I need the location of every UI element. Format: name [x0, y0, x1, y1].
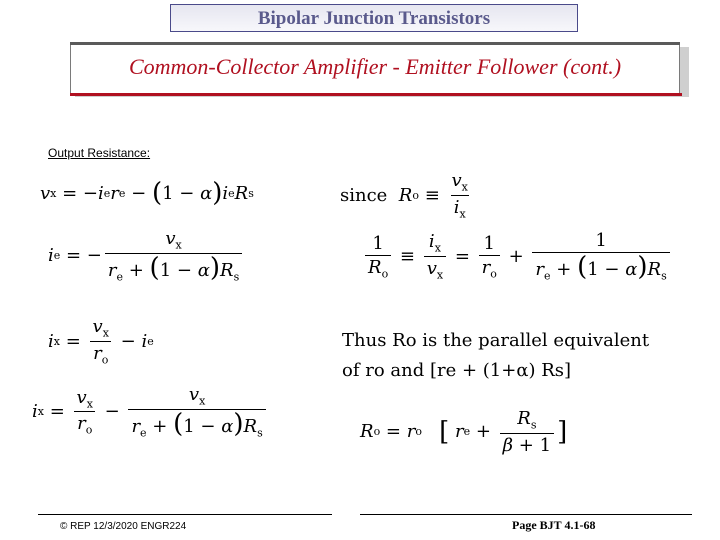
thus-line-1: Thus Ro is the parallel equivalent: [342, 330, 650, 351]
slide-subtitle: Common-Collector Amplifier - Emitter Follower (cont.): [128, 54, 622, 79]
equation-ix-expanded: i x = $\frac{v_x}{r_o}$ − $\frac{v_x}{r_e + (1 - \alpha)R_s}$: [32, 384, 269, 439]
equation-since: since R o ≡ $\frac{v_x}{i_x}$: [340, 170, 468, 221]
equation-ro-parallel: R o = r o [ r e + $\frac{R_s}{\beta + 1}$ ]: [360, 408, 568, 456]
footer-copyright: © REP 12/3/2020 ENGR224: [60, 521, 187, 532]
section-label: Output Resistance:: [48, 146, 151, 160]
equation-ie: i e = − $\frac{v_x}{r_e + (1 - \alpha)R_s}$: [48, 228, 245, 283]
since-word: since: [340, 184, 388, 206]
banner-top-rule: [70, 42, 680, 45]
footer-rule-left: [38, 514, 332, 515]
page-title: Bipolar Junction Transistors: [170, 4, 578, 32]
equation-ix: i x = $\frac{v_x}{r_o}$ − i e: [48, 316, 154, 367]
equation-inverse-ro: $\frac{1}{R_o}$ ≡ $\frac{i_x}{v_x}$ = $\frac{1}{r_o}$ + $\frac{1}{r_e + (1 - \alpha)R_s}$: [362, 230, 673, 283]
footer-rule-right: [360, 514, 692, 515]
equation-vx: v x = − i e r e − ( 1 − α ) i e R s: [40, 178, 254, 208]
banner-bottom-rule: [70, 93, 682, 96]
thus-line-2: of ro and [re + (1+α) Rs]: [342, 360, 572, 381]
page-number: Page BJT 4.1-68: [512, 518, 596, 532]
